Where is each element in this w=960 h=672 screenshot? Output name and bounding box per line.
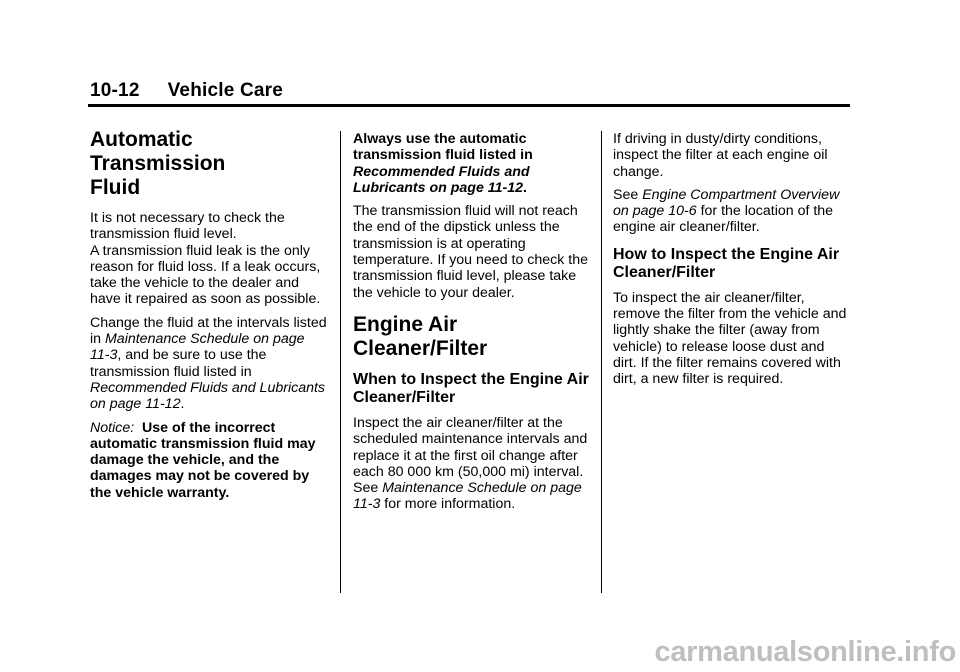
cross-reference-link[interactable]: Maintenance Schedule on page 11‑3 xyxy=(90,331,305,364)
notice-label: Notice: xyxy=(90,419,135,436)
paragraph: The transmission fluid will not reach the end of the dipstick unless the transmission is at operating temperature. If you need to check the transmission fluid level, please take the vehicle to your dealer. xyxy=(353,203,589,301)
paragraph: A transmission fluid leak is the only reason for fluid loss. If a leak occurs, take the vehicle to the dealer and have it repaired as soon as possible. xyxy=(90,242,321,308)
paragraph: If driving in dusty/dirty conditions, inspect the filter at each engine oil change. xyxy=(613,131,828,180)
cross-reference-link[interactable]: Engine Compartment Overview on page 10‑6 xyxy=(613,186,840,220)
paragraph: Change the fluid at the intervals listed in Maintenance Schedule on page 11‑3, and be sure to use the transmission fluid listed in Recommended Fluids and Lubricants on page 11‑12. xyxy=(90,314,327,413)
cross-reference-link[interactable]: Maintenance Schedule on page 11‑3 xyxy=(353,480,582,513)
subheading-how-to-inspect: How to Inspect the Engine Air Cleaner/Filter xyxy=(613,245,840,282)
paragraph: See Engine Compartment Overview on page 10‑6 for the location of the engine air cleaner/filter. xyxy=(613,186,840,236)
page-number: 10-12 xyxy=(90,80,140,101)
paragraph: Always use the automatic transmission fluid listed in Recommended Fluids and Lubricants on page 11‑12. xyxy=(353,131,533,196)
notice xyxy=(90,420,328,501)
section-title: Vehicle Care xyxy=(167,80,284,101)
page-header xyxy=(90,80,283,102)
paragraph: Inspect the air cleaner/filter at the scheduled maintenance intervals and replace it at the first oil change after each 80 000 km (50,000 mi) interval. See Maintenance Schedule on page 11‑3 for more information. xyxy=(353,414,588,513)
header-rule xyxy=(88,104,850,107)
watermark: carmanualsonline.info xyxy=(654,636,956,668)
subheading-when-to-inspect: When to Inspect the Engine Air Cleaner/Filter xyxy=(353,370,589,407)
column-1 xyxy=(90,128,328,508)
paragraph: It is not necessary to check the transmission fluid level. xyxy=(90,210,285,243)
cross-reference-link[interactable]: Recommended Fluids and Lubricants on page 11‑12 xyxy=(353,163,530,196)
column-divider-1 xyxy=(340,131,341,593)
paragraph: To inspect the air cleaner/filter, remove the filter from the vehicle and lightly shake the filter (away from vehicle) to release loose dust and dirt. If the filter remains covered with dirt, a new filter is required. xyxy=(613,289,847,388)
notice-text: Use of the incorrect automatic transmission fluid may damage the vehicle, and the damages may not be covered by the vehicle warranty. xyxy=(90,419,316,501)
heading-automatic-transmission-fluid: Automatic Transmission Fluid xyxy=(90,128,226,199)
column-3 xyxy=(613,131,851,395)
heading-engine-air-cleaner: Engine Air Cleaner/Filter xyxy=(353,312,488,360)
column-2 xyxy=(353,131,591,520)
cross-reference-link[interactable]: Recommended Fluids and Lubricants on page 11‑12 xyxy=(90,379,326,413)
column-divider-2 xyxy=(601,131,602,593)
